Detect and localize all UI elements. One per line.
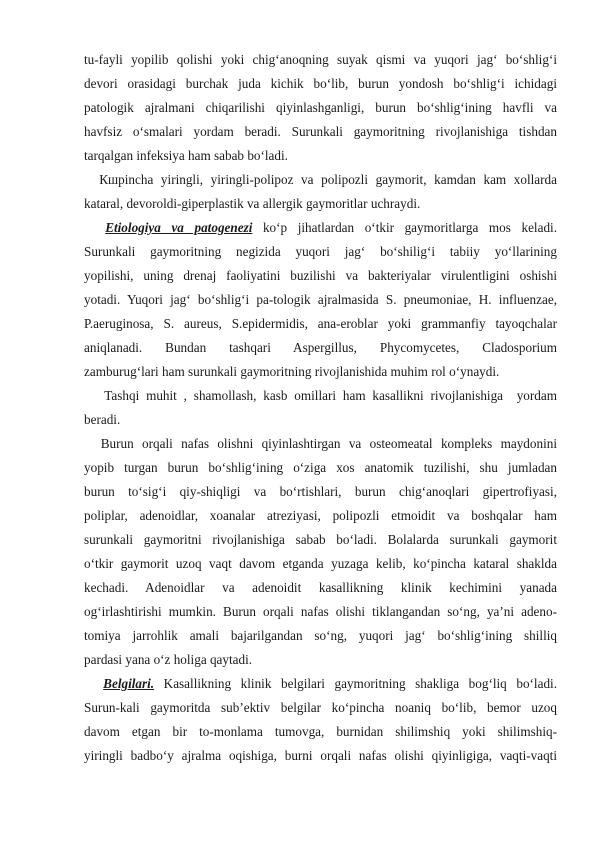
text-line: havfsiz o‘smalari yordam beradi. Surunkali gaymoritning rivojlanishiga tishdan: [84, 124, 557, 139]
text-line: o‘tkir gaymorit uzoq vaqt davom etganda yuzaga kelib, ko‘pincha kataral shaklda: [84, 556, 557, 571]
paragraph: [84, 216, 557, 384]
text-line: P.aeruginosa, S. aureus, S.epidermidis, ana-eroblar yoki grammanfiy tayoqchalar: [84, 316, 557, 331]
text-line: beradi.: [84, 412, 121, 427]
text-line: surunkali gaymoritni rivojlanishiga sabab bo‘ladi. Bolalarda surunkali gaymorit: [84, 532, 557, 547]
text-line: tu-fayli yopilib qolishi yoki chig‘anoqning suyak qismi va yuqori jag‘ bo‘shlig‘i: [84, 52, 557, 67]
text-line: burun to‘sig‘i qiy-shiqligi va bo‘rtishlari, burun chig‘anoqlari gipertrofiyasi,: [84, 484, 557, 499]
paragraph: [84, 48, 557, 168]
text-line: Burun orqali nafas olishni qiyinlashtirgan va osteomeatal kompleks maydonini: [84, 436, 557, 451]
text-line: aniqlanadi. Bundan tashqari Aspergillus, Phycomycetes, Cladosporium: [84, 340, 557, 355]
text-line: Кшpincha yiringli, yiringli-polipoz va polipozli gaymorit, kamdan kam xollarda: [84, 172, 557, 187]
text-line: [84, 216, 557, 240]
text-line: devori orasidagi burchak juda kichik bo‘lib, burun yondosh bo‘shlig‘i ichidagi: [84, 76, 557, 91]
section-term-belgilari: Belgilari.: [103, 676, 155, 691]
text-line: pardasi yana o‘z holiga qaytadi.: [84, 652, 253, 667]
document-page: [84, 48, 557, 768]
text-line: [84, 672, 557, 696]
paragraph: [84, 168, 557, 216]
text-line: davom etgan bir to-monlama tumovga, burnidan shilimshiq yoki shilimshiq-: [84, 724, 557, 739]
text-line: tarqalgan infeksiya ham sabab bo‘ladi.: [84, 148, 288, 163]
text-line: yotadi. Yuqori jag‘ bo‘shlig‘i pa-tologik ajralmasida S. pneumoniae, H. influenzae,: [84, 292, 557, 307]
text-line: yiringli badbo‘y ajralma oqishiga, burni orqali nafas olishi qiyinligiga, vaqti-vaqti: [84, 748, 557, 763]
section-term-etiologiya: Etiologiya va patogenezi: [105, 220, 253, 235]
text-line: og‘irlashtirishi mumkin. Burun orqali nafas olishi tiklangandan so‘ng, ya’ni adeno-: [84, 604, 557, 619]
text-line: poliplar, adenoidlar, xoanalar atreziyasi, polipozli etmoidit va boshqalar ham: [84, 508, 557, 523]
text-line: patologik ajralmani chiqarilishi qiyinlashganligi, burun bo‘shlig‘ining havfli va: [84, 100, 557, 115]
text-line: Tashqi muhit , shamollash, kasb omillari ham kasallikni rivojlanishiga yordam: [84, 388, 557, 403]
text-line: Surunkali gaymoritning negizida yuqori jag‘ bo‘shilig‘i tabiiy yo‘llarining: [84, 244, 557, 259]
text-line: zamburug‘lari ham surunkali gaymoritning rivojlanishida muhim rol o‘ynaydi.: [84, 364, 500, 379]
text-line: kataral, devoroldi-giperplastik va allergik gaymoritlar uchraydi.: [84, 196, 421, 211]
text-line: Surun-kali gaymoritda sub’ektiv belgilar ko‘pincha noaniq bo‘lib, bemor uzoq: [84, 700, 557, 715]
text-line-remainder: Kasallikning klinik belgilari gaymoritning shakliga bog‘liq bo‘ladi.: [154, 676, 558, 691]
text-line: tomiya jarrohlik amali bajarilgandan so‘ng, yuqori jag‘ bo‘shlig‘ining shilliq: [84, 628, 557, 643]
text-line: kechadi. Adenoidlar va adenoidit kasallikning klinik kechimini yanada: [84, 580, 557, 595]
heading-indent: [84, 220, 105, 235]
text-line-remainder: ko‘p jihatlardan o‘tkir gaymoritlarga mos keladi.: [252, 220, 557, 235]
paragraph: [84, 432, 557, 672]
heading-indent: [84, 676, 103, 691]
text-line: yopib turgan burun bo‘shlig‘ining o‘ziga xos anatomik tuzilishi, shu jumladan: [84, 460, 557, 475]
paragraph: [84, 384, 557, 432]
text-line: yopilishi, uning drenaj faoliyatini buzilishi va bakteriyalar virulentligini oshishi: [84, 268, 557, 283]
paragraph: [84, 672, 557, 768]
